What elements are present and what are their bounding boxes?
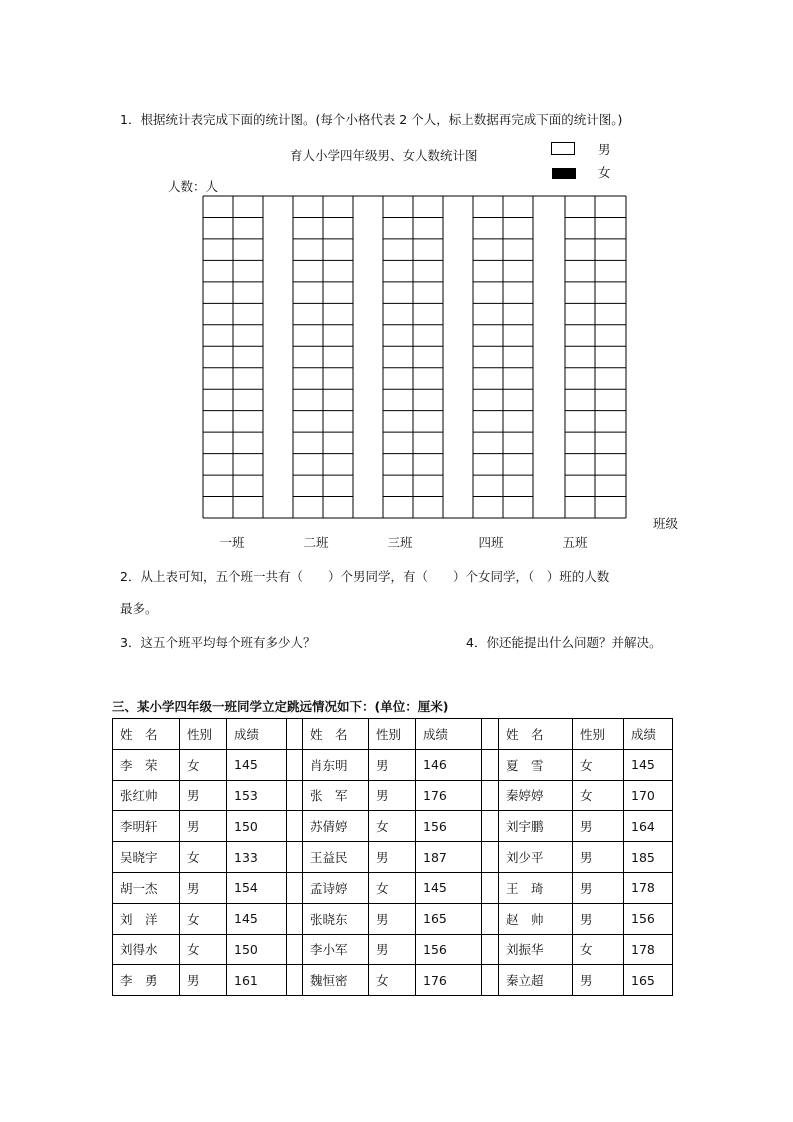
table-cell: 161 [227, 965, 287, 996]
table-cell: 男 [573, 872, 624, 903]
table-cell: 刘宇鹏 [499, 811, 573, 842]
table-cell: 女 [573, 934, 624, 965]
table-row [113, 965, 673, 996]
table-cell: 133 [227, 842, 287, 873]
chart-grid [0, 0, 793, 560]
table-cell: 145 [227, 749, 287, 780]
table-header-cell: 成绩 [416, 719, 482, 750]
table-header-cell: 性别 [180, 719, 227, 750]
table-cell: 魏恒密 [303, 965, 369, 996]
table-spacer-cell [482, 934, 499, 965]
question-1: 1．根据统计表完成下面的统计图。(每个小格代表 2 个人，标上数据再完成下面的统计图。) [120, 112, 623, 127]
table-cell: 赵 帅 [499, 903, 573, 934]
table-cell: 154 [227, 872, 287, 903]
table-cell: 刘少平 [499, 842, 573, 873]
table-cell: 李明轩 [113, 811, 180, 842]
table-cell: 女 [180, 903, 227, 934]
table-cell: 164 [624, 811, 673, 842]
table-cell: 男 [573, 811, 624, 842]
table-cell: 男 [180, 872, 227, 903]
table-cell: 男 [180, 811, 227, 842]
x-axis-label: 班级 [653, 516, 679, 531]
table-cell: 刘得水 [113, 934, 180, 965]
table-header-cell: 成绩 [624, 719, 673, 750]
table-spacer-cell [482, 780, 499, 811]
table-row [113, 811, 673, 842]
table-cell: 男 [573, 903, 624, 934]
table-spacer-cell [482, 872, 499, 903]
long-jump-table [112, 718, 673, 996]
x-tick-label: 四班 [478, 535, 504, 550]
table-cell: 王 琦 [499, 872, 573, 903]
table-cell: 男 [369, 780, 416, 811]
x-tick-label: 三班 [387, 535, 413, 550]
table-spacer-cell [287, 811, 303, 842]
table-cell: 男 [573, 842, 624, 873]
table-cell: 145 [227, 903, 287, 934]
table-spacer-cell [482, 719, 499, 750]
chart-title: 育人小学四年级男、女人数统计图 [290, 148, 478, 163]
table-cell: 吴晓宇 [113, 842, 180, 873]
y-axis-label: 人数：人 [168, 179, 219, 194]
table-spacer-cell [482, 842, 499, 873]
table-row [113, 934, 673, 965]
table-row [113, 749, 673, 780]
question-4: 4．你还能提出什么问题？并解决。 [466, 635, 662, 650]
question-2: 2．从上表可知，五个班一共有（ ）个男同学，有（ ）个女同学，（ ）班的人数 [120, 569, 610, 584]
table-cell: 男 [369, 903, 416, 934]
table-cell: 男 [369, 934, 416, 965]
table-spacer-cell [482, 903, 499, 934]
table-cell: 男 [180, 780, 227, 811]
table-spacer-cell [482, 749, 499, 780]
table-cell: 176 [416, 965, 482, 996]
table-cell: 165 [624, 965, 673, 996]
table-cell: 女 [369, 872, 416, 903]
table-spacer-cell [482, 965, 499, 996]
table-spacer-cell [287, 934, 303, 965]
table-cell: 女 [369, 811, 416, 842]
table-header-cell: 性别 [573, 719, 624, 750]
x-tick-label: 二班 [303, 535, 329, 550]
table-row [113, 780, 673, 811]
table-cell: 176 [416, 780, 482, 811]
table-cell: 178 [624, 872, 673, 903]
table-cell: 150 [227, 811, 287, 842]
table-header-cell: 性别 [369, 719, 416, 750]
table-cell: 肖东明 [303, 749, 369, 780]
x-tick-label: 一班 [219, 535, 245, 550]
table-cell: 女 [369, 965, 416, 996]
table-spacer-cell [287, 903, 303, 934]
table-row [113, 872, 673, 903]
table-spacer-cell [287, 842, 303, 873]
table-cell: 男 [573, 965, 624, 996]
table-cell: 156 [416, 811, 482, 842]
table-header-cell: 姓 名 [113, 719, 180, 750]
table-cell: 165 [416, 903, 482, 934]
table-header-row [113, 719, 673, 750]
table-cell: 秦立超 [499, 965, 573, 996]
table-spacer-cell [287, 780, 303, 811]
table-cell: 张 军 [303, 780, 369, 811]
legend-female-label: 女 [598, 165, 611, 180]
table-cell: 张红帅 [113, 780, 180, 811]
table-cell: 女 [573, 749, 624, 780]
legend-male-label: 男 [598, 142, 611, 157]
table-cell: 夏 雪 [499, 749, 573, 780]
table-cell: 145 [624, 749, 673, 780]
table-cell: 刘 洋 [113, 903, 180, 934]
table-header-cell: 成绩 [227, 719, 287, 750]
table-cell: 孟诗婷 [303, 872, 369, 903]
table-spacer-cell [287, 872, 303, 903]
table-spacer-cell [287, 749, 303, 780]
table-cell: 156 [624, 903, 673, 934]
question-2-continued: 最多。 [120, 601, 158, 616]
table-cell: 苏倩婷 [303, 811, 369, 842]
table-cell: 男 [369, 842, 416, 873]
table-cell: 李 荣 [113, 749, 180, 780]
table-cell: 146 [416, 749, 482, 780]
table-cell: 187 [416, 842, 482, 873]
table-header-cell: 姓 名 [303, 719, 369, 750]
table-cell: 王益民 [303, 842, 369, 873]
table-cell: 李 勇 [113, 965, 180, 996]
table-cell: 女 [573, 780, 624, 811]
table-cell: 178 [624, 934, 673, 965]
table-cell: 男 [180, 965, 227, 996]
table-row [113, 842, 673, 873]
table-cell: 153 [227, 780, 287, 811]
table-header-cell: 姓 名 [499, 719, 573, 750]
table-cell: 刘振华 [499, 934, 573, 965]
table-cell: 胡一杰 [113, 872, 180, 903]
table-cell: 156 [416, 934, 482, 965]
table-spacer-cell [287, 719, 303, 750]
table-cell: 女 [180, 842, 227, 873]
table-cell: 女 [180, 749, 227, 780]
table-cell: 男 [369, 749, 416, 780]
table-cell: 170 [624, 780, 673, 811]
table-row [113, 903, 673, 934]
table-spacer-cell [287, 965, 303, 996]
table-spacer-cell [482, 811, 499, 842]
table-cell: 张晓东 [303, 903, 369, 934]
section-3-heading: 三、某小学四年级一班同学立定跳远情况如下：(单位：厘米) [112, 699, 449, 714]
table-cell: 李小军 [303, 934, 369, 965]
table-cell: 185 [624, 842, 673, 873]
table-cell: 145 [416, 872, 482, 903]
table-cell: 秦婷婷 [499, 780, 573, 811]
x-tick-label: 五班 [562, 535, 588, 550]
table-cell: 150 [227, 934, 287, 965]
question-3: 3．这五个班平均每个班有多少人？ [120, 635, 316, 650]
table-cell: 女 [180, 934, 227, 965]
